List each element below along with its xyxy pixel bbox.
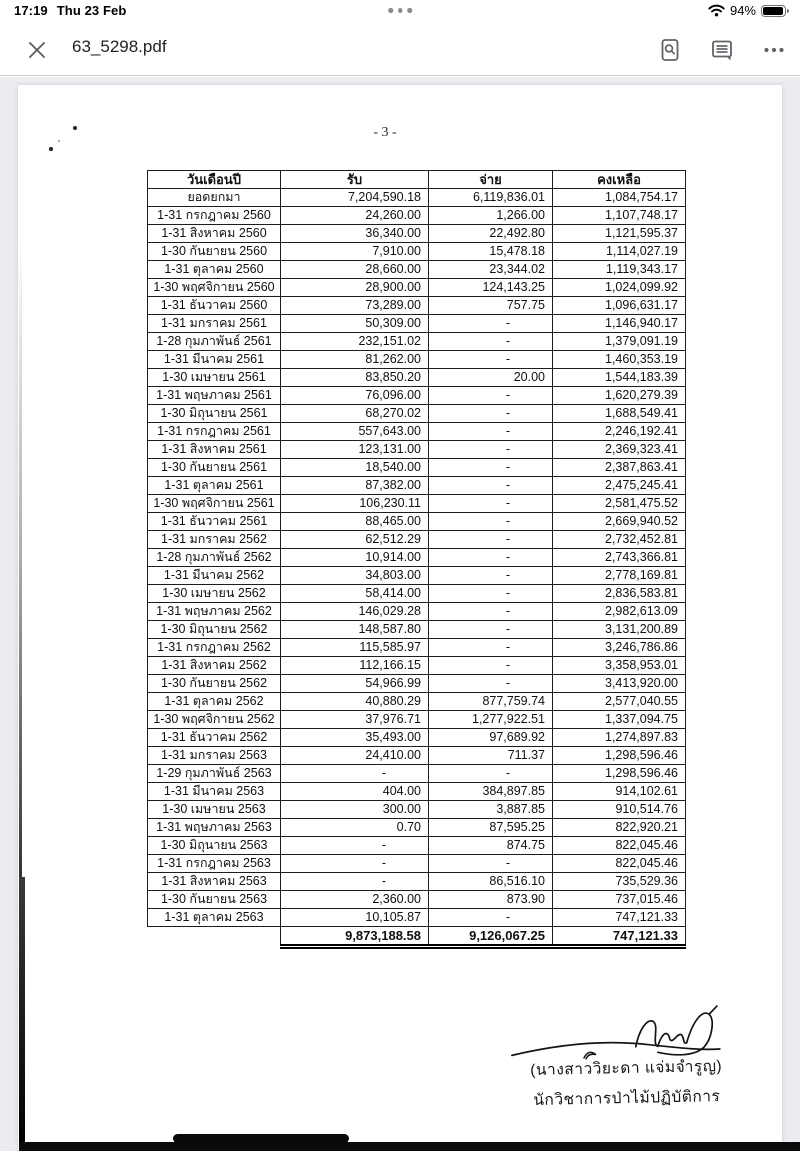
cell-receive: 34,803.00 [281, 567, 429, 585]
cell-balance: 2,669,940.52 [553, 513, 686, 531]
cell-balance: 747,121.33 [553, 909, 686, 927]
cell-receive: 7,910.00 [281, 243, 429, 261]
cell-date: 1-30 กันยายน 2562 [148, 675, 281, 693]
cell-date: 1-28 กุมภาพันธ์ 2561 [148, 333, 281, 351]
cell-pay: 877,759.74 [429, 693, 553, 711]
total-blank-cell [148, 927, 281, 947]
cell-date: 1-31 ธันวาคม 2561 [148, 513, 281, 531]
header-date: วันเดือนปี [148, 171, 281, 189]
cell-balance: 2,982,613.09 [553, 603, 686, 621]
cell-date: 1-31 สิงหาคม 2563 [148, 873, 281, 891]
cell-receive: 36,340.00 [281, 225, 429, 243]
cell-balance: 3,131,200.89 [553, 621, 686, 639]
cell-pay: - [429, 459, 553, 477]
table-row [148, 639, 686, 657]
table-row [148, 333, 686, 351]
pdf-toolbar [0, 22, 800, 76]
table-row [148, 351, 686, 369]
cell-receive: 50,309.00 [281, 315, 429, 333]
cell-balance: 3,413,920.00 [553, 675, 686, 693]
close-icon[interactable] [26, 39, 48, 61]
cell-receive: 68,270.02 [281, 405, 429, 423]
cell-receive: 7,204,590.18 [281, 189, 429, 207]
table-row [148, 819, 686, 837]
cell-pay: 6,119,836.01 [429, 189, 553, 207]
table-row [148, 873, 686, 891]
cell-balance: 3,358,953.01 [553, 657, 686, 675]
cell-balance: 1,146,940.17 [553, 315, 686, 333]
table-row [148, 891, 686, 909]
cell-balance: 1,274,897.83 [553, 729, 686, 747]
scan-left-edge-artifact-dark [19, 877, 25, 1151]
cell-date: 1-30 มิถุนายน 2563 [148, 837, 281, 855]
table-row [148, 909, 686, 927]
cell-pay: 757.75 [429, 297, 553, 315]
cell-date: 1-30 มิถุนายน 2562 [148, 621, 281, 639]
cell-pay: 711.37 [429, 747, 553, 765]
cell-receive: 232,151.02 [281, 333, 429, 351]
cell-date: 1-31 ตุลาคม 2560 [148, 261, 281, 279]
cell-date: ยอดยกมา [148, 189, 281, 207]
cell-receive: 58,414.00 [281, 585, 429, 603]
pdf-page [18, 85, 782, 1151]
more-options-icon[interactable] [762, 38, 786, 62]
cell-date: 1-30 กันยายน 2561 [148, 459, 281, 477]
table-total-row [148, 927, 686, 947]
cell-balance: 1,096,631.17 [553, 297, 686, 315]
table-body [148, 189, 686, 927]
table-row [148, 603, 686, 621]
cell-pay: 873.90 [429, 891, 553, 909]
total-receive: 9,873,188.58 [281, 927, 429, 947]
cell-pay: 86,516.10 [429, 873, 553, 891]
status-time: 17:19 [14, 3, 48, 18]
cell-balance: 1,337,094.75 [553, 711, 686, 729]
cell-date: 1-28 กุมภาพันธ์ 2562 [148, 549, 281, 567]
cell-receive: 300.00 [281, 801, 429, 819]
cell-balance: 2,475,245.41 [553, 477, 686, 495]
cell-pay: - [429, 603, 553, 621]
cell-receive: 115,585.97 [281, 639, 429, 657]
status-bar [0, 0, 800, 22]
cell-balance: 2,387,863.41 [553, 459, 686, 477]
battery-icon [761, 5, 786, 17]
cell-balance: 1,460,353.19 [553, 351, 686, 369]
cell-balance: 1,298,596.46 [553, 765, 686, 783]
cell-balance: 737,015.46 [553, 891, 686, 909]
table-row [148, 855, 686, 873]
cell-balance: 1,688,549.41 [553, 405, 686, 423]
table-row [148, 549, 686, 567]
cell-date: 1-31 กรกฎาคม 2561 [148, 423, 281, 441]
cell-receive: 24,260.00 [281, 207, 429, 225]
cell-receive: - [281, 873, 429, 891]
cell-receive: 87,382.00 [281, 477, 429, 495]
cell-pay: 384,897.85 [429, 783, 553, 801]
cell-date: 1-31 สิงหาคม 2560 [148, 225, 281, 243]
cell-balance: 914,102.61 [553, 783, 686, 801]
cell-date: 1-31 มีนาคม 2562 [148, 567, 281, 585]
cell-pay: 1,277,922.51 [429, 711, 553, 729]
cell-pay: - [429, 423, 553, 441]
cell-balance: 2,246,192.41 [553, 423, 686, 441]
cell-pay: - [429, 567, 553, 585]
cell-pay: - [429, 675, 553, 693]
cell-receive: 88,465.00 [281, 513, 429, 531]
cell-pay: 20.00 [429, 369, 553, 387]
cell-balance: 2,369,323.41 [553, 441, 686, 459]
scan-speck [73, 126, 77, 130]
cell-pay: 97,689.92 [429, 729, 553, 747]
cell-date: 1-31 มีนาคม 2563 [148, 783, 281, 801]
header-pay: จ่าย [429, 171, 553, 189]
cell-balance: 2,836,583.81 [553, 585, 686, 603]
cell-receive: 0.70 [281, 819, 429, 837]
cell-receive: 10,105.87 [281, 909, 429, 927]
cell-receive: 404.00 [281, 783, 429, 801]
table-row [148, 783, 686, 801]
cell-balance: 822,045.46 [553, 837, 686, 855]
cell-balance: 2,581,475.52 [553, 495, 686, 513]
cell-date: 1-31 มกราคม 2561 [148, 315, 281, 333]
table-row [148, 405, 686, 423]
cell-receive: - [281, 837, 429, 855]
cell-balance: 1,544,183.39 [553, 369, 686, 387]
cell-pay: - [429, 387, 553, 405]
table-row [148, 297, 686, 315]
cell-balance: 1,379,091.19 [553, 333, 686, 351]
comment-icon[interactable] [710, 38, 734, 62]
cell-receive: 62,512.29 [281, 531, 429, 549]
cell-receive: 148,587.80 [281, 621, 429, 639]
cell-date: 1-31 พฤษภาคม 2563 [148, 819, 281, 837]
status-date: Thu 23 Feb [56, 3, 127, 18]
table-row [148, 747, 686, 765]
table-row [148, 207, 686, 225]
cell-balance: 2,577,040.55 [553, 693, 686, 711]
cell-receive: 10,914.00 [281, 549, 429, 567]
cell-receive: 40,880.29 [281, 693, 429, 711]
cell-receive: 54,966.99 [281, 675, 429, 693]
cell-pay: - [429, 333, 553, 351]
table-row [148, 369, 686, 387]
cell-pay: - [429, 477, 553, 495]
cell-pay: - [429, 495, 553, 513]
signature-block [467, 1004, 785, 1114]
cell-date: 1-30 กันยายน 2563 [148, 891, 281, 909]
cell-date: 1-30 เมษายน 2561 [148, 369, 281, 387]
cell-date: 1-31 ธันวาคม 2560 [148, 297, 281, 315]
table-row [148, 837, 686, 855]
table-row [148, 513, 686, 531]
table-row [148, 279, 686, 297]
cell-pay: 23,344.02 [429, 261, 553, 279]
table-row [148, 621, 686, 639]
table-header-row [148, 171, 686, 189]
cell-pay: 3,887.85 [429, 801, 553, 819]
multitask-dots-icon[interactable] [388, 8, 412, 13]
cell-pay: 874.75 [429, 837, 553, 855]
cell-date: 1-31 ตุลาคม 2561 [148, 477, 281, 495]
cell-pay: 87,595.25 [429, 819, 553, 837]
cell-receive: 557,643.00 [281, 423, 429, 441]
cell-date: 1-31 พฤษภาคม 2562 [148, 603, 281, 621]
signatory-name: (นางสาววิยะดา แจ่มจำรูญ) [530, 1057, 723, 1080]
cell-balance: 822,045.46 [553, 855, 686, 873]
cell-pay: 124,143.25 [429, 279, 553, 297]
ledger-table [147, 170, 686, 949]
total-balance: 747,121.33 [553, 927, 686, 947]
cell-date: 1-30 พฤศจิกายน 2562 [148, 711, 281, 729]
cell-balance: 1,298,596.46 [553, 747, 686, 765]
cell-pay: - [429, 909, 553, 927]
table-row [148, 693, 686, 711]
status-time-date [14, 3, 126, 18]
cell-date: 1-30 พฤศจิกายน 2561 [148, 495, 281, 513]
table-row [148, 567, 686, 585]
cell-balance: 910,514.76 [553, 801, 686, 819]
cell-date: 1-30 กันยายน 2560 [148, 243, 281, 261]
cell-receive: 81,262.00 [281, 351, 429, 369]
table-row [148, 675, 686, 693]
cell-pay: 15,478.18 [429, 243, 553, 261]
table-row [148, 387, 686, 405]
table-row [148, 531, 686, 549]
cell-date: 1-31 มีนาคม 2561 [148, 351, 281, 369]
cell-receive: 123,131.00 [281, 441, 429, 459]
table-row [148, 189, 686, 207]
cell-receive: 2,360.00 [281, 891, 429, 909]
cell-receive: 76,096.00 [281, 387, 429, 405]
table-row [148, 765, 686, 783]
cell-date: 1-31 ตุลาคม 2562 [148, 693, 281, 711]
table-row [148, 729, 686, 747]
cell-receive: 83,850.20 [281, 369, 429, 387]
cell-balance: 1,024,099.92 [553, 279, 686, 297]
cell-date: 1-30 เมษายน 2562 [148, 585, 281, 603]
cell-pay: - [429, 549, 553, 567]
cell-pay: - [429, 657, 553, 675]
cell-balance: 1,119,343.17 [553, 261, 686, 279]
table-row [148, 315, 686, 333]
cell-pay: - [429, 405, 553, 423]
cell-pay: - [429, 315, 553, 333]
find-in-document-icon[interactable] [658, 38, 682, 62]
cell-date: 1-31 สิงหาคม 2562 [148, 657, 281, 675]
total-pay: 9,126,067.25 [429, 927, 553, 947]
scan-bottom-edge-artifact [19, 1142, 800, 1151]
cell-receive: - [281, 855, 429, 873]
cell-date: 1-31 สิงหาคม 2561 [148, 441, 281, 459]
battery-percent: 94% [729, 3, 756, 18]
page-number-label: - 3 - [373, 125, 397, 140]
table-row [148, 657, 686, 675]
cell-pay: - [429, 351, 553, 369]
toolbar-actions [658, 38, 786, 62]
cell-pay: - [429, 441, 553, 459]
cell-date: 1-31 กรกฎาคม 2562 [148, 639, 281, 657]
cell-balance: 2,743,366.81 [553, 549, 686, 567]
cell-receive: 24,410.00 [281, 747, 429, 765]
cell-receive: 18,540.00 [281, 459, 429, 477]
cell-date: 1-29 กุมภาพันธ์ 2563 [148, 765, 281, 783]
cell-balance: 2,778,169.81 [553, 567, 686, 585]
cell-pay: - [429, 855, 553, 873]
cell-balance: 3,246,786.86 [553, 639, 686, 657]
table-row [148, 243, 686, 261]
cell-pay: - [429, 639, 553, 657]
cell-date: 1-30 พฤศจิกายน 2560 [148, 279, 281, 297]
cell-receive: 28,660.00 [281, 261, 429, 279]
cell-date: 1-31 กรกฎาคม 2560 [148, 207, 281, 225]
cell-pay: - [429, 765, 553, 783]
cell-pay: 22,492.80 [429, 225, 553, 243]
document-title: 63_5298.pdf [72, 37, 167, 56]
cell-date: 1-31 มกราคม 2563 [148, 747, 281, 765]
table-row [148, 459, 686, 477]
cell-receive: 112,166.15 [281, 657, 429, 675]
signatory-title: นักวิชาการป่าไม้ปฏิบัติการ [533, 1088, 721, 1109]
table-row [148, 441, 686, 459]
cell-receive: 146,029.28 [281, 603, 429, 621]
cell-balance: 1,121,595.37 [553, 225, 686, 243]
cell-balance: 1,114,027.19 [553, 243, 686, 261]
cell-pay: - [429, 531, 553, 549]
scan-speck [49, 147, 53, 151]
cell-receive: 106,230.11 [281, 495, 429, 513]
wifi-icon [708, 4, 725, 17]
cell-balance: 1,084,754.17 [553, 189, 686, 207]
cell-balance: 1,107,748.17 [553, 207, 686, 225]
header-balance: คงเหลือ [553, 171, 686, 189]
table-row [148, 711, 686, 729]
cell-pay: 1,266.00 [429, 207, 553, 225]
cell-pay: - [429, 585, 553, 603]
cell-balance: 735,529.36 [553, 873, 686, 891]
cell-date: 1-31 มกราคม 2562 [148, 531, 281, 549]
cell-receive: 28,900.00 [281, 279, 429, 297]
cell-receive: 37,976.71 [281, 711, 429, 729]
cell-date: 1-31 กรกฎาคม 2563 [148, 855, 281, 873]
cell-date: 1-31 พฤษภาคม 2561 [148, 387, 281, 405]
table-row [148, 423, 686, 441]
cell-date: 1-30 เมษายน 2563 [148, 801, 281, 819]
scan-speck [58, 140, 60, 142]
table-row [148, 801, 686, 819]
cell-balance: 822,920.21 [553, 819, 686, 837]
cell-receive: - [281, 765, 429, 783]
table-row [148, 585, 686, 603]
table-row [148, 261, 686, 279]
cell-balance: 1,620,279.39 [553, 387, 686, 405]
status-indicators [708, 3, 790, 18]
cell-balance: 2,732,452.81 [553, 531, 686, 549]
cell-pay: - [429, 513, 553, 531]
table-row [148, 495, 686, 513]
cell-date: 1-31 ตุลาคม 2563 [148, 909, 281, 927]
table-row [148, 225, 686, 243]
cell-receive: 35,493.00 [281, 729, 429, 747]
pdf-viewer-area[interactable] [0, 77, 800, 1151]
header-receive: รับ [281, 171, 429, 189]
cell-receive: 73,289.00 [281, 297, 429, 315]
cell-date: 1-30 มิถุนายน 2561 [148, 405, 281, 423]
cell-date: 1-31 ธันวาคม 2562 [148, 729, 281, 747]
cell-pay: - [429, 621, 553, 639]
table-row [148, 477, 686, 495]
